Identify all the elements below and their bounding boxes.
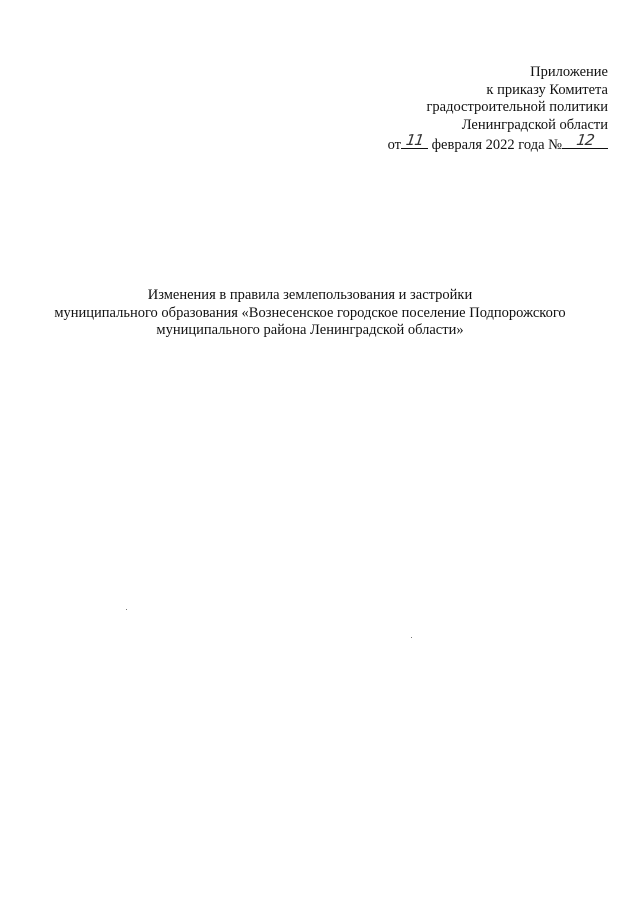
- order-date-line: [308, 131, 608, 155]
- scan-speck: [411, 637, 412, 638]
- order-reference: к приказу Комитета: [486, 81, 608, 98]
- committee-name: градостроительной политики: [426, 99, 608, 115]
- handwritten-number: 12: [575, 131, 595, 149]
- appendix-header: [308, 64, 608, 155]
- date-text: февраля 2022 года №: [431, 137, 562, 153]
- title-line-1: Изменения в правила землепользования и застройки: [147, 287, 473, 303]
- title-line-2: муниципального образования «Вознесенское городское поселение Подпорожского: [54, 304, 566, 321]
- region-name: Ленинградской области: [461, 116, 608, 133]
- title-line-3: муниципального района Ленинградской области»: [156, 322, 464, 338]
- document-title: [40, 287, 580, 340]
- number-blank: [562, 131, 608, 149]
- day-blank: [401, 131, 428, 149]
- handwritten-day: 11: [404, 131, 425, 149]
- date-prefix: от: [387, 137, 402, 153]
- appendix-label: Приложение: [530, 64, 608, 80]
- scan-speck: [126, 609, 127, 610]
